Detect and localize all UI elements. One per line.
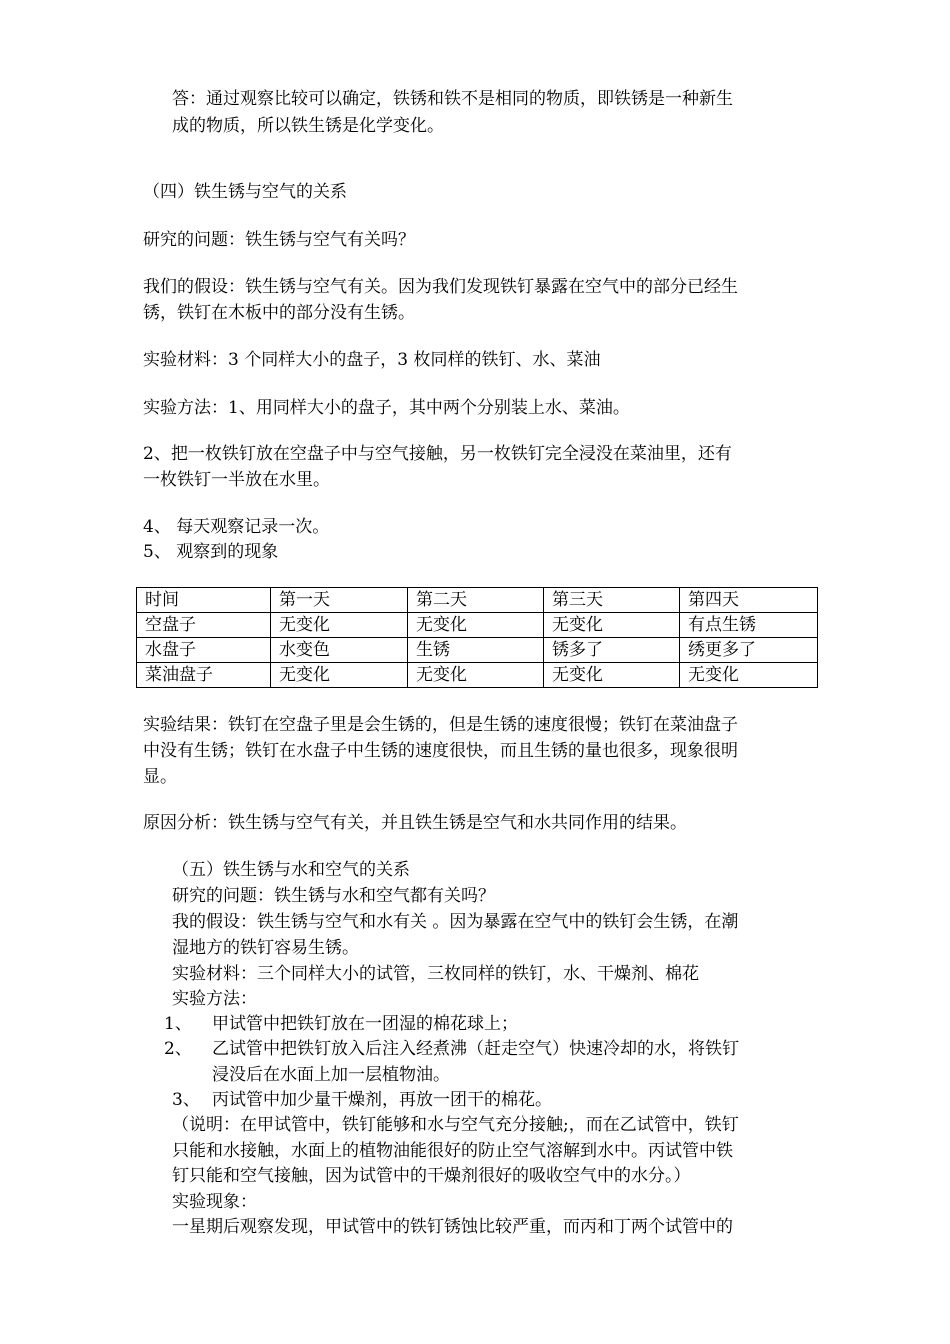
table-header-cell: 第二天 [408, 588, 544, 613]
section4-hypothesis-line-2: 锈，铁钉在木板中的部分没有生锈。 [143, 303, 415, 323]
step2-number: 2、 [164, 1039, 192, 1059]
table-header-cell: 第四天 [680, 588, 818, 613]
section5-hypothesis-line-2: 湿地方的铁钉容易生锈。 [172, 938, 359, 958]
answer-line-2: 成的物质，所以铁生锈是化学变化。 [172, 116, 444, 136]
step3-number: 3、 [172, 1090, 200, 1110]
section4-result-line-1: 实验结果：铁钉在空盘子里是会生锈的，但是生锈的速度很慢；铁钉在菜油盘子 [143, 715, 738, 735]
section5-method: 实验方法： [172, 989, 257, 1009]
section5-question: 研究的问题：铁生锈与水和空气都有关吗？ [172, 886, 495, 906]
section4-method: 实验方法：1、用同样大小的盘子，其中两个分别装上水、菜油。 [143, 398, 630, 418]
step2-text-line-2: 浸没后在水面上加一层植物油。 [212, 1065, 450, 1085]
table-row [137, 613, 818, 638]
section4-result-line-3: 显。 [143, 767, 177, 787]
note-line-1: （说明：在甲试管中，铁钉能够和水与空气充分接触;，而在乙试管中，铁钉 [172, 1115, 739, 1135]
table-cell: 无变化 [408, 613, 544, 638]
table-cell: 绣更多了 [680, 638, 818, 663]
observation-line-1: 一星期后观察发现，甲试管中的铁钉锈蚀比较严重，而丙和丁两个试管中的 [172, 1217, 733, 1237]
table-header-cell: 时间 [137, 588, 271, 613]
section4-step2-line-2: 一枚铁钉一半放在水里。 [143, 470, 330, 490]
section4-result-line-2: 中没有生锈；铁钉在水盘子中生锈的速度很快，而且生锈的量也很多，现象很明 [143, 741, 738, 761]
step1-text: 甲试管中把铁钉放在一团湿的棉花球上； [212, 1014, 518, 1034]
section4-step5: 5、 观察到的现象 [143, 542, 279, 562]
table-cell: 无变化 [544, 613, 680, 638]
table-cell: 无变化 [408, 663, 544, 688]
table-cell: 生锈 [408, 638, 544, 663]
section5-phenomenon: 实验现象： [172, 1192, 257, 1212]
section4-question: 研究的问题：铁生锈与空气有关吗？ [143, 230, 415, 250]
table-cell: 水盘子 [137, 638, 271, 663]
step2-text-line-1: 乙试管中把铁钉放入后注入经煮沸（赶走空气）快速冷却的水，将铁钉 [212, 1039, 739, 1059]
section4-hypothesis-line-1: 我们的假设：铁生锈与空气有关。因为我们发现铁钉暴露在空气中的部分已经生 [143, 277, 738, 297]
observation-table [136, 587, 818, 688]
step3-text: 丙试管中加少量干燥剂，再放一团干的棉花。 [212, 1090, 552, 1110]
note-line-3: 钉只能和空气接触，因为试管中的干燥剂很好的吸收空气中的水分。） [172, 1166, 691, 1186]
table-cell: 无变化 [680, 663, 818, 688]
table-cell: 有点生锈 [680, 613, 818, 638]
table-cell: 无变化 [271, 663, 408, 688]
table-header-cell: 第一天 [271, 588, 408, 613]
note-line-2: 只能和水接触，水面上的植物油能很好的防止空气溶解到水中。丙试管中铁 [172, 1141, 733, 1161]
answer-line-1: 答：通过观察比较可以确定，铁锈和铁不是相同的物质，即铁锈是一种新生 [172, 89, 733, 109]
table-cell: 空盘子 [137, 613, 271, 638]
table-header-cell: 第三天 [544, 588, 680, 613]
table-cell: 菜油盘子 [137, 663, 271, 688]
table-cell: 无变化 [271, 613, 408, 638]
section5-heading: （五）铁生锈与水和空气的关系 [172, 860, 410, 880]
section4-analysis: 原因分析：铁生锈与空气有关，并且铁生锈是空气和水共同作用的结果。 [143, 813, 687, 833]
table-row [137, 638, 818, 663]
section4-step2-line-1: 2、把一枚铁钉放在空盘子中与空气接触，另一枚铁钉完全浸没在菜油里，还有 [143, 444, 732, 464]
table-cell: 水变色 [271, 638, 408, 663]
table-cell: 锈多了 [544, 638, 680, 663]
section4-step4: 4、 每天观察记录一次。 [143, 517, 330, 537]
section4-heading: （四）铁生锈与空气的关系 [143, 182, 347, 202]
section4-materials: 实验材料：3 个同样大小的盘子，3 枚同样的铁钉、水、菜油 [143, 350, 601, 370]
section5-materials: 实验材料：三个同样大小的试管，三枚同样的铁钉，水、干燥剂、棉花 [172, 964, 699, 984]
step1-number: 1、 [164, 1014, 192, 1034]
table-row [137, 663, 818, 688]
table-header-row [137, 588, 818, 613]
section5-hypothesis-line-1: 我的假设：铁生锈与空气和水有关 。因为暴露在空气中的铁钉会生锈，在潮 [172, 912, 739, 932]
table-cell: 无变化 [544, 663, 680, 688]
